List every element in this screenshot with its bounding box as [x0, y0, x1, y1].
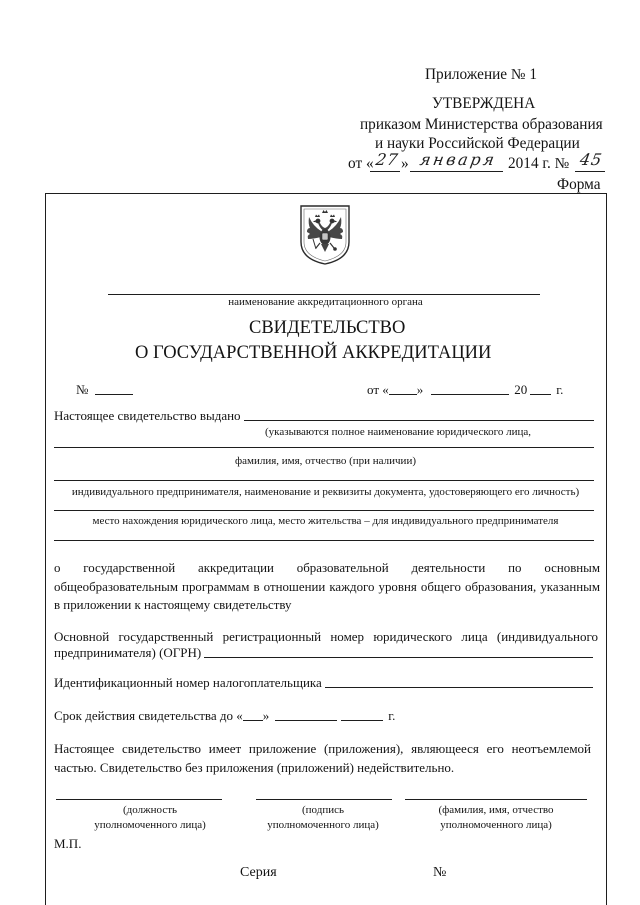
- validity-year-blank: [341, 720, 383, 721]
- appendix-note-line-1: Настоящее свидетельство имеет приложение (приложения), являющееся его неотъемлемой: [54, 741, 591, 756]
- order-date-day-handwritten: 27: [374, 150, 401, 169]
- seal-label: М.П.: [54, 836, 82, 851]
- ogrn-label-line-1: Основной государственный регистрационный номер юридического лица (индивидуального: [54, 629, 598, 644]
- issued-to-label: Настоящее свидетельство выдано: [54, 408, 241, 423]
- certificate-date-row: [367, 382, 563, 397]
- signature-line-sign: [256, 799, 392, 800]
- order-day-underline: [370, 171, 400, 172]
- inn-blank: [325, 687, 593, 688]
- issued-to-line-4: [54, 510, 594, 511]
- validity-day-blank: [243, 720, 263, 721]
- validity-year-suffix: г.: [388, 708, 396, 723]
- issued-to-line-5: [54, 540, 594, 541]
- date-prefix: от «: [367, 382, 389, 397]
- order-date-month-handwritten: января: [418, 150, 499, 169]
- issued-to-hint-1: (указываются полное наименование юридического лица,: [265, 426, 532, 438]
- date-year-suffix: г.: [556, 382, 564, 397]
- order-month-underline: [410, 171, 503, 172]
- signature-caption-line: (подпись: [301, 804, 344, 816]
- issued-to-hint-3: индивидуального предпринимателя, наименование и реквизиты документа, удостоверяющего его личность): [71, 486, 580, 498]
- validity-prefix: Срок действия свидетельства до «: [54, 708, 243, 723]
- date-century: 20: [514, 382, 528, 397]
- signature-caption-line: уполномоченного лица): [94, 819, 206, 831]
- accreditation-body-line: [108, 294, 540, 295]
- series-number-label: №: [433, 865, 447, 880]
- accreditation-text-line-2: общеобразовательным программам в отношении каждого уровня общего образования, указанным: [54, 580, 600, 594]
- date-close-quote: »: [416, 382, 424, 397]
- issued-to-hint-4: место нахождения юридического лица, место жительства – для индивидуального предпринимателя: [92, 515, 559, 527]
- ogrn-blank: [204, 657, 593, 658]
- date-month-blank: [431, 394, 509, 395]
- accreditation-text-line-1: о государственной аккредитации образовательной деятельности по основным: [54, 561, 600, 575]
- signature-caption-line: уполномоченного лица): [267, 819, 379, 831]
- appendix-note-line-2: частью. Свидетельство без приложения (приложений) недействительно.: [54, 760, 455, 775]
- inn-row: [54, 675, 593, 690]
- signature-caption-line: (фамилия, имя, отчество: [438, 804, 554, 816]
- order-date-close-quote: »: [401, 155, 409, 172]
- signature-caption-name: [416, 803, 576, 833]
- certificate-subtitle: О ГОСУДАРСТВЕННОЙ АККРЕДИТАЦИИ: [135, 343, 492, 363]
- validity-close-quote: »: [262, 708, 270, 723]
- validity-month-blank: [275, 720, 337, 721]
- certificate-title: СВИДЕТЕЛЬСТВО: [249, 318, 406, 338]
- accreditation-text-line-3: в приложении к настоящему свидетельству: [54, 598, 292, 612]
- date-year-blank: [530, 394, 551, 395]
- order-number-handwritten: 45: [578, 150, 605, 169]
- order-number-underline: [575, 171, 605, 172]
- accreditation-body-label: наименование аккредитационного органа: [228, 296, 423, 308]
- form-label: Форма: [557, 176, 601, 193]
- number-blank: [95, 394, 133, 395]
- issued-to-row: [54, 408, 594, 423]
- issued-to-blank: [244, 420, 594, 421]
- number-label: №: [76, 382, 89, 397]
- issued-to-line-3: [54, 480, 594, 481]
- signature-caption-line: уполномоченного лица): [440, 819, 552, 831]
- signature-line-position: [56, 799, 222, 800]
- order-date-prefix: от «: [348, 155, 374, 172]
- coat-of-arms-icon: [299, 204, 351, 266]
- appendix-number: Приложение № 1: [425, 66, 537, 83]
- inn-label: Идентификационный номер налогоплательщика: [54, 675, 322, 690]
- signature-caption-sign: [248, 803, 398, 833]
- order-line-2: и науки Российской Федерации: [375, 135, 580, 152]
- issued-to-line-2: [54, 447, 594, 448]
- order-date-year: 2014 г. №: [508, 155, 570, 172]
- signature-caption-line: (должность: [122, 804, 178, 816]
- ogrn-label-line-2: предпринимателя) (ОГРН): [54, 645, 202, 660]
- series-label: Серия: [240, 865, 277, 880]
- order-line-1: приказом Министерства образования: [360, 116, 603, 133]
- signature-caption-position: [75, 803, 225, 833]
- signature-line-name: [405, 799, 587, 800]
- ogrn-row: [54, 645, 593, 660]
- certificate-number-row: [76, 382, 133, 397]
- validity-row: [54, 708, 395, 723]
- approved-heading: УТВЕРЖДЕНА: [432, 95, 536, 112]
- issued-to-hint-2: фамилия, имя, отчество (при наличии): [234, 455, 416, 467]
- date-day-blank: [389, 394, 417, 395]
